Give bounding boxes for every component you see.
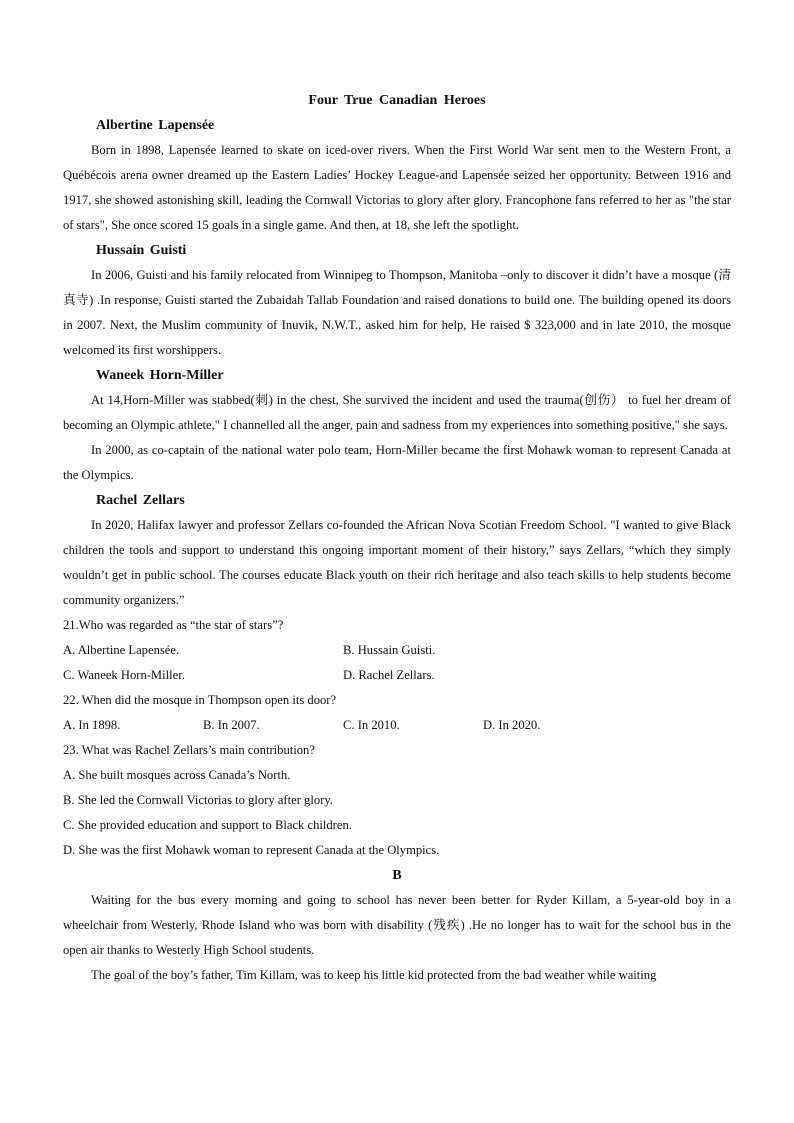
question-stem: 23. What was Rachel Zellars’s main contribution?	[63, 743, 315, 757]
hero-name: Waneek Horn-Miller	[96, 368, 224, 383]
option-a: A. She built mosques across Canada’s North.	[63, 768, 291, 782]
hero-paragraph: In 2020, Halifax lawyer and professor Zellars co-founded the African Nova Scotian Freedom School. "I wanted to give Black children the tools and support to understand this ongoing important moment of their history,” says Zellars, “which they simply wouldn’t get in public school. The courses educate Black youth on their rich heritage and also teach skills to help students become community organizers.”	[63, 518, 731, 607]
hero-paragraph: In 2000, as co-captain of the national water polo team, Horn-Miller became the first Mohawk woman to represent Canada at the Olympics.	[63, 443, 731, 482]
section-b	[63, 863, 731, 988]
question-stem: 21.Who was regarded as “the star of stars”?	[63, 618, 284, 632]
hero-name: Albertine Lapensée	[96, 118, 215, 133]
section-paragraph: Waiting for the bus every morning and going to school has never been better for Ryder Killam, a 5-year-old boy in a wheelchair from Westerly, Rhode Island who was born with disability (残疾) .He no longer has to wait for the school bus in the open air thanks to Westerly High School students.	[63, 893, 731, 957]
options-row	[63, 638, 731, 663]
hero-name: Rachel Zellars	[96, 493, 185, 508]
option-d: D. In 2020.	[483, 718, 541, 732]
section-label: B	[392, 868, 402, 883]
option-b: B. She led the Cornwall Victorias to glory after glory.	[63, 793, 333, 807]
option-d: D. Rachel Zellars.	[343, 668, 435, 682]
option-b: B. In 2007.	[203, 718, 260, 732]
document-content	[63, 89, 731, 988]
options-row	[63, 713, 731, 738]
hero-paragraph: In 2006, Guisti and his family relocated from Winnipeg to Thompson, Manitoba –only to discover it didn’t have a mosque (清真寺) .In response, Guisti started the Zubaidah Tallab Foundation and raised donations to build one. The building opened its doors in 2007. Next, the Muslim community of Inuvik, N.W.T., asked him for help, He raised $ 323,000 and in late 2010, the mosque welcomed its first worshippers.	[63, 268, 731, 357]
option-c: C. In 2010.	[343, 718, 400, 732]
hero-name: Hussain Guisti	[96, 243, 187, 258]
question-23	[63, 738, 731, 863]
option-d: D. She was the first Mohawk woman to represent Canada at the Olympics.	[63, 843, 440, 857]
option-c: C. She provided education and support to Black children.	[63, 818, 352, 832]
hero-section-guisti	[63, 238, 731, 363]
hero-section-horn-miller	[63, 363, 731, 488]
option-a: A. Albertine Lapensée.	[63, 643, 180, 657]
hero-paragraph: Born in 1898, Lapensée learned to skate on iced-over rivers. When the First World War sent men to the Western Front, a Québécois arena owner dreamed up the Eastern Ladies’ Hockey League-and Lapensée seized her opportunity. Between 1916 and 1917, she showed astonishing skill, leading the Cornwall Victorias to glory after glory. Francophone fans referred to her as "the star of stars", She once scored 15 goals in a single game. And then, at 18, she left the spotlight.	[63, 143, 731, 232]
question-22	[63, 688, 731, 738]
page-title: Four True Canadian Heroes	[308, 93, 486, 108]
question-21	[63, 613, 731, 688]
options-row	[63, 663, 731, 688]
question-stem: 22. When did the mosque in Thompson open its door?	[63, 693, 337, 707]
option-a: A. In 1898.	[63, 718, 121, 732]
option-b: B. Hussain Guisti.	[343, 643, 436, 657]
section-paragraph: The goal of the boy’s father, Tim Killam, was to keep his little kid protected from the bad weather while waiting	[91, 968, 657, 982]
option-c: C. Waneek Horn-Miller.	[63, 668, 185, 682]
hero-paragraph: At 14,Horn-Miller was stabbed(刺) in the chest, She survived the incident and used the trauma(创伤） to fuel her dream of becoming an Olympic athlete," I channelled all the anger, pain and sadness from my experiences into something positive," she says.	[63, 393, 731, 432]
hero-section-lapensee	[63, 113, 731, 238]
hero-section-zellars	[63, 488, 731, 613]
